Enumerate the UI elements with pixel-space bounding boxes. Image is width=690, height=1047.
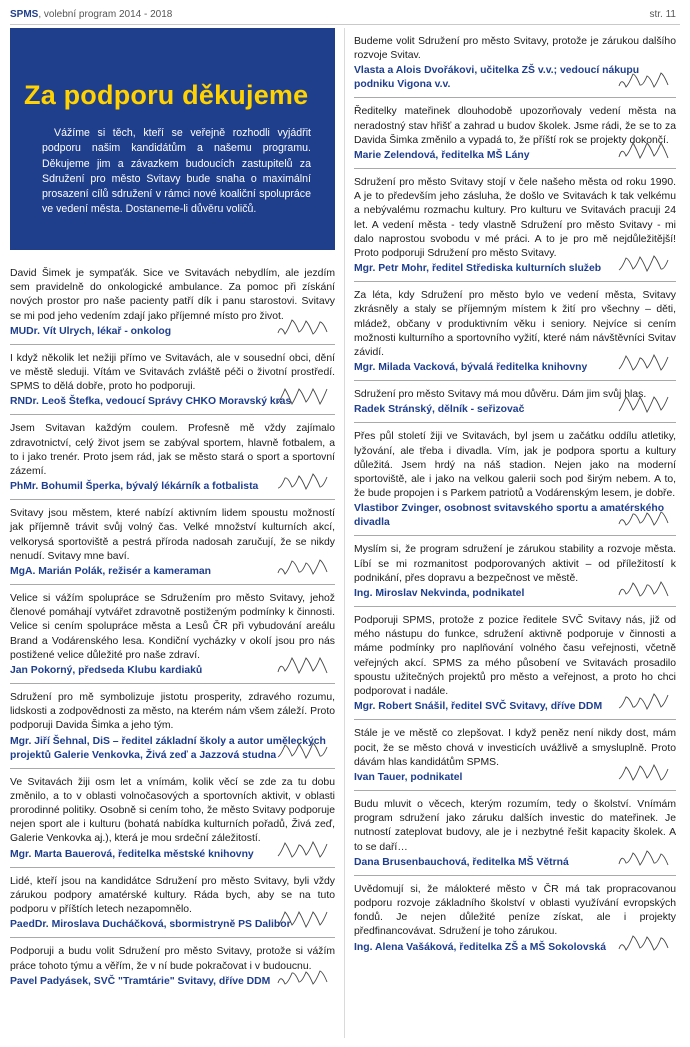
testimonial-text: Sdružení pro město Svitavy má mou důvěru. Dám jim svůj hlas. xyxy=(354,389,647,401)
testimonial xyxy=(10,345,335,416)
testimonial-text: Jsem Svitavan každým coulem. Profesně mě vždy zajímalo zdravotnictví, celý život jsem se zabýval sportem, hlavně fotbalem, a to i jako trenér. Proto jsem rád, jak se město stará o sport a sportovní zázemí. xyxy=(10,423,335,478)
testimonial xyxy=(354,791,676,876)
testimonial-author: Mgr. Milada Vacková, bývalá ředitelka knihovny xyxy=(354,362,588,374)
signature-icon xyxy=(276,556,331,578)
testimonial-text: Uvědomují si, že málokteré město v ČR má tak propracovanou podporu rozvoje základního školství v oblasti využívání evropských fondů. Je nejen důležité peníze získat, ale i projekty předfinancovávat. Sdružení je toho zárukou. xyxy=(354,883,676,938)
testimonial-author: Ing. Miroslav Nekvinda, podnikatel xyxy=(354,588,525,600)
signature-icon xyxy=(617,507,672,529)
testimonial-text: Myslím si, že program sdružení je zárukou stability a rozvoje města. Líbí se mi rozmanitost podporovaných aktivit – od příležitostí k podnikání, přes dopravu a bezpečnost ve městě. xyxy=(354,544,676,584)
testimonial-author: Dana Brusenbauchová, ředitelka MŠ Větrná xyxy=(354,856,569,868)
testimonial xyxy=(354,423,676,536)
right-column xyxy=(354,28,676,960)
signature-icon xyxy=(276,966,331,988)
signature-icon xyxy=(617,69,672,91)
thanks-text: Vážíme si těch, kteří se veřejně rozhodli vyjádřit podporu našim kandidátům a našemu programu. Děkujeme jim a závazkem budoucích zastupitelů za Sdružení pro město Svitavy bude snaha o maximální prosazení cílů sdružení v rámci nové koaliční spolupráce ve vedení města. Dostaneme-li důvěru voličů. xyxy=(42,127,311,216)
testimonial-author: MUDr. Vít Ulrych, lékař - onkolog xyxy=(10,325,172,337)
testimonial xyxy=(10,938,335,993)
testimonial xyxy=(10,585,335,684)
testimonial-text: Ve Svitavách žiji osm let a vnímám, kolik věcí se zde za tu dobu změnilo, a to v oblasti volnočasových a sportovních aktivit, v oblasti prorodinné politiky. Osobně si cením toho, že město Svitavy podporuje nejen sport ale i kulturu (bohatá nabídka kulturních pořadů, Živá zeď, Galerie Venkovka aj.), která je mou srdeční záležitostí. xyxy=(10,776,335,845)
testimonial-author: Marie Zelendová, ředitelka MŠ Lány xyxy=(354,150,530,162)
testimonial-author: MgA. Marián Polák, režisér a kameraman xyxy=(10,566,211,578)
signature-icon xyxy=(617,394,672,416)
signature-icon xyxy=(617,578,672,600)
testimonial-text: Svitavy jsou městem, které nabízí aktivním lidem spoustu možností jak příjemně trávit svůj volný čas. Velké množství kulturních akcí, velkorysá sportoviště a pestrá příroda nadosah zaručují, že se nikdy nenudí. Svitavy mne baví. xyxy=(10,508,335,562)
testimonial-author: Mgr. Robert Snášil, ředitel SVČ Svitavy, dříve DDM xyxy=(354,701,603,713)
testimonial-author: PhMr. Bohumil Šperka, bývalý lékárník a fotbalista xyxy=(10,481,259,493)
testimonial-text: Velice si vážím spolupráce se Sdružením pro město Svitavy, jehož členové pomáhají vytvářet zdravotně postiženým podmínky k činnosti. Velice si cením spolupráce města a Lesů ČR při vybudování areálu Brand a Vodárenského lesa. Kondiční vycházky v okolí jsou pro nás postižené velice důležité pro naše zdraví. xyxy=(10,593,335,661)
signature-icon xyxy=(617,352,672,374)
signature-icon xyxy=(617,253,672,275)
header-brand: SPMS xyxy=(10,9,39,20)
testimonial-author: RNDr. Leoš Štefka, vedoucí Správy CHKO Moravský kras xyxy=(10,396,292,408)
signature-icon xyxy=(617,762,672,784)
testimonial-author: Mgr. Jiří Šehnal, DiS – ředitel základní školy a autor uměleckých projektů Galerie Venkovka, Živá zeď a Jazzová studna xyxy=(10,735,326,761)
testimonial xyxy=(10,769,335,868)
testimonial-author: Mgr. Marta Bauerová, ředitelka městské knihovny xyxy=(10,848,254,860)
testimonial-text: Za léta, kdy Sdružení pro město bylo ve vedení města, Svitavy zkrásněly a staly se příjemným místem k žití pro všechny – děti, mládež, občany v produktivním věku i seniory. Nejvíce si cením možnosti kulturního a sportovního vyžití, které nám návštěvníci Svitav závidí. xyxy=(354,290,676,359)
testimonial xyxy=(354,876,676,960)
thanks-title: Za podporu děkujeme xyxy=(24,80,309,110)
signature-icon xyxy=(617,932,672,954)
signature-icon xyxy=(276,839,331,861)
header-program: , volební program 2014 - 2018 xyxy=(38,9,173,20)
testimonial-author: Vlastibor Zvinger, osobnost svitavského sportu a amatérského divadla xyxy=(354,503,665,529)
testimonial xyxy=(10,868,335,939)
page-number: str. 11 xyxy=(649,9,676,20)
testimonial-text: Stále je ve městě co zlepšovat. I když peněz není nikdy dost, mám pocit, že se město chová v investicích uvážlivě a smysluplně. Proto dávám hlas kandidátům SPMS. xyxy=(354,728,676,768)
testimonial-text: Sdružení pro město Svitavy stojí v čele našeho města od roku 1990. A je to především jeho zásluha, že došlo ve Svitavách k tak velkému a nebývalému rozmachu kultury. Pro kulturu ve Svitavách pracuji 24 let. A vedení města - tedy vlastně Sdružení pro město Svitavy - mi dalo naprostou svobodu v mé práci. A to je pro mě nejdůležitější! Proto podporuji Sdružení pro město Svitavy. xyxy=(354,177,676,260)
testimonial xyxy=(354,720,676,791)
testimonial-author: Vlasta a Alois Dvořákovi, učitelka ZŠ v.v.; vedoucí nákupu podniku Vigona v.v. xyxy=(354,65,640,91)
testimonial-author: Ivan Tauer, podnikatel xyxy=(354,771,463,783)
signature-icon xyxy=(617,847,672,869)
testimonial xyxy=(354,381,676,423)
testimonial-author: Mgr. Petr Mohr, ředitel Střediska kulturních služeb xyxy=(354,263,602,275)
testimonial xyxy=(10,684,335,769)
testimonial xyxy=(10,260,335,345)
testimonial xyxy=(10,500,335,585)
testimonial xyxy=(354,607,676,720)
testimonial-text: Sdružení pro mě symbolizuje jistotu prosperity, zdravého rozumu, lidskosti a zodpovědnosti za město, na kterém nám všem záleží. Proto podporuji Davida Šimka a jeho tým. xyxy=(10,692,335,732)
thanks-box xyxy=(10,28,335,250)
testimonial xyxy=(10,415,335,500)
signature-icon xyxy=(276,471,331,493)
testimonial xyxy=(354,169,676,282)
page-header xyxy=(10,6,680,25)
testimonial-text: Ředitelky mateřinek dlouhodobě upozorňovaly vedení města na neradostný stav hřišť a zahrad u budov školek. Jsme rádi, že se to za Davida Šimka změnilo a vypadá to, že příští rok se projekty dokončí. xyxy=(354,106,676,146)
testimonial-author: PaedDr. Miroslava Ducháčková, sbormistryně PS Dalibor xyxy=(10,919,291,931)
column-divider xyxy=(344,28,345,1038)
testimonial-text: David Šimek je sympaťák. Sice ve Svitavách nebydlím, ale jezdím sem pravidelně do onkologické ambulance. Za pomoc při získání nových prostor pro naše pacienty patří dík i panu starostovi. Svitavy se mi pod jeho vedením zdají jako příjemné místo pro život. xyxy=(10,268,335,322)
signature-icon xyxy=(276,655,331,677)
testimonial-text: I když několik let nežiji přímo ve Svitavách, ale v sousední obci, dění ve městě sleduji. Vítám ve Svitavách zvláště péči o životní prostředí. SPMS to dělá dobře, proto ho podporuji. xyxy=(10,352,335,393)
testimonial-text: Budeme volit Sdružení pro město Svitavy, protože je zárukou dalšího rozvoje Svitav. xyxy=(354,36,676,62)
signature-icon xyxy=(276,316,331,338)
testimonial-author: Ing. Alena Vašáková, ředitelka ZŠ a MŠ Sokolovská xyxy=(354,941,606,953)
testimonial xyxy=(354,28,676,98)
signature-icon xyxy=(617,140,672,162)
signature-icon xyxy=(276,909,331,931)
signature-icon xyxy=(276,740,331,762)
testimonial-author: Pavel Padyásek, SVČ "Tramtárie" Svitavy, dříve DDM xyxy=(10,975,271,987)
testimonial-author: Radek Stránský, dělník - seřizovač xyxy=(354,404,525,416)
left-column xyxy=(10,28,335,994)
testimonial-text: Přes půl století žiji ve Svitavách, byl jsem u začátku oddílu atletiky, lyžování, ale třeba i divadla. Vím, jak je podpora sportu a kultury důležitá. Jsem hrdý na náš stadion. Nejen jako na moderní sportoviště, ale i jako na velkou galerii soch pod širým nebem. A to, že bude propojen i s Parkem patriotů a Vodárenským lesem, je dobře. xyxy=(354,431,676,500)
testimonial-text: Budu mluvit o věcech, kterým rozumím, tedy o školství. Vnímám program sdružení jako záruku dalších investic do mateřinek. Je nutností zateplovat budovy, ale je i nezbytné řešit kapacity školek. A to se daří… xyxy=(354,798,676,853)
signature-icon xyxy=(276,386,331,408)
testimonial-author: Jan Pokorný, předseda Klubu kardiaků xyxy=(10,665,203,677)
testimonial-text: Podporuji SPMS, protože z pozice ředitele SVČ Svitavy nás, již od mého nástupu do funkce, sdružení aktivně podporuje v činnosti a máme podmínky pro naplňování volného času veřejnosti, včetně veřejných akcí. SPMS za mého působení ve Svitavách prosadilo spoustu užitečných projektů pro město a veřejnost, a proto ho chci podporovat i nadále. xyxy=(354,615,676,698)
testimonial xyxy=(354,536,676,607)
testimonial-text: Podporuji a budu volit Sdružení pro město Svitavy, protože si vážím práce tohoto týmu a věřím, že v ní bude pokračovat i v budoucnu. xyxy=(10,946,335,972)
signature-icon xyxy=(617,691,672,713)
testimonial xyxy=(354,98,676,169)
testimonial-text: Lidé, kteří jsou na kandidátce Sdružení pro město Svitavy, byli vždy zárukou podpory amatérské kultury. Ráda bych, aby se na tuto podporu v příštích letech nezapomnělo. xyxy=(10,875,335,916)
testimonial xyxy=(354,282,676,381)
